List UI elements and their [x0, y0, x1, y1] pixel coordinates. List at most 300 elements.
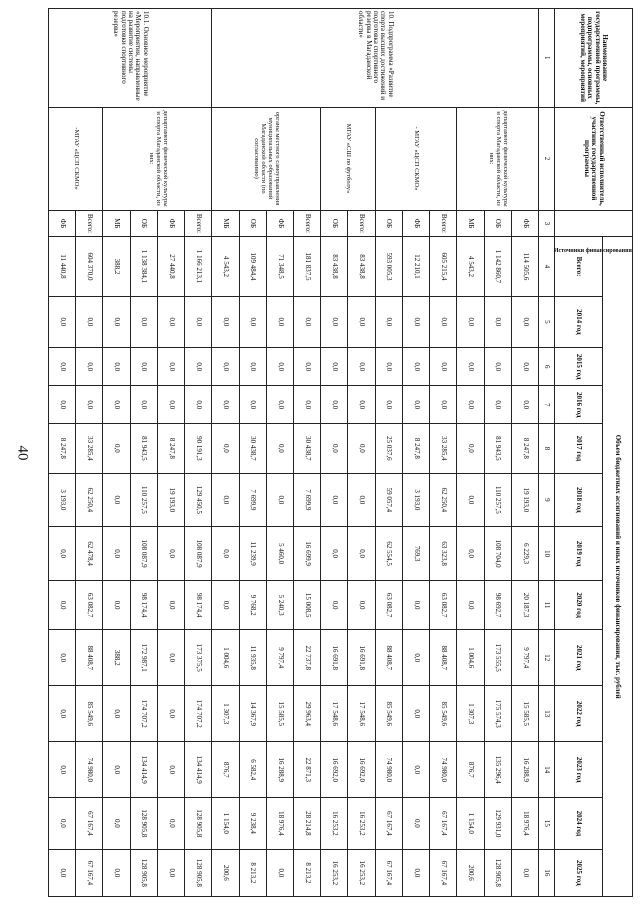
executor: департамент физической культуры и спорта Магаданской области, из них:: [457, 107, 539, 210]
column-number: 16: [539, 849, 555, 896]
document-sheet: [48, 8, 633, 897]
column-number: 11: [539, 581, 555, 630]
year-value: 129 931,0: [484, 798, 511, 849]
table-row: [348, 9, 375, 897]
year-value: 200,6: [457, 849, 484, 896]
year-value: 28 214,8: [294, 798, 321, 849]
table-row: [430, 9, 457, 897]
year-value: 0,0: [321, 527, 348, 581]
year-value: 98 174,4: [130, 581, 157, 630]
year-value: 0,0: [294, 296, 321, 347]
total-value: 4 543,2: [457, 237, 484, 296]
year-value: 0,0: [49, 348, 76, 386]
header-year: 2021 год: [555, 630, 603, 686]
year-value: 0,0: [49, 742, 76, 798]
year-value: 0,0: [157, 849, 184, 896]
year-value: 0,0: [402, 798, 429, 849]
column-number: 12: [539, 630, 555, 686]
year-value: 108 087,9: [185, 527, 212, 581]
year-value: 0,0: [103, 386, 130, 424]
year-value: 5 460,0: [266, 527, 293, 581]
year-value: 110 257,5: [484, 473, 511, 527]
header-year: 2019 год: [555, 527, 603, 581]
year-value: 16 692,0: [348, 742, 375, 798]
year-value: 67 167,4: [76, 798, 103, 849]
header-year: 2025 год: [555, 849, 603, 896]
column-number: 4: [539, 237, 555, 296]
year-value: 0,0: [212, 424, 239, 473]
year-value: 174 707,2: [185, 686, 212, 742]
total-value: 1 138 384,1: [130, 237, 157, 296]
year-value: 16 253,2: [321, 849, 348, 896]
column-number: 15: [539, 798, 555, 849]
year-value: 9 797,4: [266, 630, 293, 686]
year-value: 16 699,9: [294, 527, 321, 581]
year-value: 0,0: [511, 348, 538, 386]
funding-source: ОБ: [484, 210, 511, 237]
year-value: 0,0: [484, 296, 511, 347]
year-value: 15 008,5: [294, 581, 321, 630]
year-value: 62 554,5: [375, 527, 402, 581]
year-value: 0,0: [157, 742, 184, 798]
column-number: 3: [539, 210, 555, 237]
year-value: 0,0: [130, 296, 157, 347]
year-value: 0,0: [348, 386, 375, 424]
executor: департамент физической культуры и спорта Магаданской области, из них:: [103, 107, 212, 210]
year-value: 30 438,7: [239, 424, 266, 473]
funding-source: ФБ: [49, 210, 76, 237]
total-value: 181 837,5: [294, 237, 321, 296]
year-value: 30 438,7: [294, 424, 321, 473]
year-value: 0,0: [49, 686, 76, 742]
year-value: 3 193,0: [49, 473, 76, 527]
year-value: 0,0: [402, 348, 429, 386]
year-value: 1 307,3: [457, 686, 484, 742]
year-value: 0,0: [430, 348, 457, 386]
year-value: 8 213,2: [294, 849, 321, 896]
table-row: [185, 9, 212, 897]
year-value: 74 980,0: [430, 742, 457, 798]
column-number: 2: [539, 107, 555, 210]
funding-source: МБ: [103, 210, 130, 237]
year-value: 81 943,5: [130, 424, 157, 473]
year-value: 9 797,4: [511, 630, 538, 686]
year-value: 0,0: [76, 348, 103, 386]
year-value: 0,0: [457, 386, 484, 424]
year-value: 0,0: [321, 386, 348, 424]
year-value: 0,0: [239, 386, 266, 424]
year-value: 0,0: [348, 527, 375, 581]
year-value: 0,0: [103, 798, 130, 849]
year-value: 0,0: [321, 473, 348, 527]
year-value: 67 167,4: [375, 849, 402, 896]
year-value: 63 082,7: [375, 581, 402, 630]
year-value: 0,0: [402, 686, 429, 742]
year-value: 0,0: [157, 527, 184, 581]
year-value: 6 582,4: [239, 742, 266, 798]
year-value: 0,0: [457, 527, 484, 581]
header-year: 2023 год: [555, 742, 603, 798]
table-body: [49, 9, 539, 897]
header-source-label: Источники финансирования: [554, 247, 633, 254]
executor: -МГАУ «ЦСП СКМО»: [49, 107, 104, 210]
year-value: 1 004,6: [212, 630, 239, 686]
year-value: 8 247,8: [49, 424, 76, 473]
year-value: 0,0: [157, 348, 184, 386]
year-value: 5 240,3: [266, 581, 293, 630]
year-value: 876,7: [212, 742, 239, 798]
year-value: 63 323,8: [430, 527, 457, 581]
funding-source: ФБ: [402, 210, 429, 237]
year-value: 0,0: [375, 296, 402, 347]
year-value: 33 285,4: [430, 424, 457, 473]
table-row: [294, 9, 321, 897]
year-value: 0,0: [103, 742, 130, 798]
year-value: 0,0: [103, 686, 130, 742]
year-value: 8 247,8: [157, 424, 184, 473]
year-value: 67 167,4: [375, 798, 402, 849]
year-value: 200,6: [212, 849, 239, 896]
year-value: 16 692,0: [321, 742, 348, 798]
year-value: 0,0: [157, 798, 184, 849]
column-number: 6: [539, 348, 555, 386]
year-value: 0,0: [212, 473, 239, 527]
year-value: 0,0: [321, 424, 348, 473]
total-value: 114 505,6: [511, 237, 538, 296]
year-value: 0,0: [457, 348, 484, 386]
total-value: 27 440,8: [157, 237, 184, 296]
year-value: 17 548,6: [321, 686, 348, 742]
year-value: 0,0: [157, 296, 184, 347]
year-value: 90 191,3: [185, 424, 212, 473]
year-value: 1 154,0: [212, 798, 239, 849]
year-value: 0,0: [375, 386, 402, 424]
year-value: 0,0: [103, 424, 130, 473]
year-value: 67 167,4: [430, 849, 457, 896]
year-value: 0,0: [402, 742, 429, 798]
year-value: 0,0: [49, 630, 76, 686]
year-value: 8 247,8: [402, 424, 429, 473]
year-value: 85 549,6: [76, 686, 103, 742]
total-value: 71 348,5: [266, 237, 293, 296]
year-value: 19 193,0: [157, 473, 184, 527]
year-value: 0,0: [321, 581, 348, 630]
header-year: 2020 год: [555, 581, 603, 630]
column-number: 5: [539, 296, 555, 347]
year-value: 74 980,0: [375, 742, 402, 798]
rotated-table-wrapper: [48, 8, 633, 897]
funding-source: ОБ: [130, 210, 157, 237]
year-value: 0,0: [348, 581, 375, 630]
year-value: 6 229,3: [511, 527, 538, 581]
year-value: 88 408,7: [76, 630, 103, 686]
year-value: 0,0: [402, 849, 429, 896]
year-value: 128 905,8: [484, 849, 511, 896]
year-value: 0,0: [212, 296, 239, 347]
year-value: 0,0: [185, 386, 212, 424]
column-number: 7: [539, 386, 555, 424]
year-value: 67 167,4: [430, 798, 457, 849]
year-value: 0,0: [76, 386, 103, 424]
year-value: 16 288,9: [266, 742, 293, 798]
year-value: 0,0: [103, 473, 130, 527]
year-value: 128 905,8: [185, 849, 212, 896]
year-value: 18 976,4: [511, 798, 538, 849]
funding-source: ФБ: [511, 210, 538, 237]
year-value: 16 691,8: [321, 630, 348, 686]
year-value: 0,0: [49, 386, 76, 424]
year-value: 175 574,3: [484, 686, 511, 742]
year-value: 81 943,5: [484, 424, 511, 473]
column-number: 10: [539, 527, 555, 581]
year-value: 59 057,4: [375, 473, 402, 527]
year-value: 1 004,6: [457, 630, 484, 686]
year-value: 0,0: [430, 296, 457, 347]
year-value: 16 253,2: [348, 798, 375, 849]
total-value: 604 370,0: [76, 237, 103, 296]
year-value: 0,0: [103, 348, 130, 386]
year-value: 876,7: [457, 742, 484, 798]
funding-source: ОБ: [239, 210, 266, 237]
year-value: 0,0: [239, 348, 266, 386]
year-value: 135 296,4: [484, 742, 511, 798]
year-value: 22 737,8: [294, 630, 321, 686]
year-value: 8 213,2: [239, 849, 266, 896]
year-value: 67 167,4: [76, 849, 103, 896]
year-value: 0,0: [157, 686, 184, 742]
year-value: 0,0: [430, 386, 457, 424]
year-value: 19 193,0: [511, 473, 538, 527]
year-value: 0,0: [76, 296, 103, 347]
year-value: 8 247,8: [511, 424, 538, 473]
year-value: 16 253,2: [321, 798, 348, 849]
column-number: 9: [539, 473, 555, 527]
total-value: 83 438,8: [321, 237, 348, 296]
funding-source: МБ: [212, 210, 239, 237]
header-funding-title: Объем бюджетных ассигнований и иных источников финансирования, тыс. рублей: [603, 237, 633, 897]
main-measure-name: 10.1. Основное мероприятие «Мероприятия, направленные на развитие системы подготовки спортивного резерва»: [49, 9, 212, 108]
year-value: 18 976,4: [266, 798, 293, 849]
year-value: 0,0: [266, 296, 293, 347]
year-value: 16 691,8: [348, 630, 375, 686]
column-number: 8: [539, 424, 555, 473]
year-value: 20 187,3: [511, 581, 538, 630]
total-value: 388,2: [103, 237, 130, 296]
year-value: 33 285,4: [76, 424, 103, 473]
funding-table: [48, 8, 633, 897]
year-value: 0,0: [212, 348, 239, 386]
year-value: 0,0: [457, 581, 484, 630]
header-total: Всего:: [555, 237, 603, 296]
year-value: 17 548,6: [348, 686, 375, 742]
year-value: 172 987,1: [130, 630, 157, 686]
year-value: 173 555,5: [484, 630, 511, 686]
year-value: 22 871,3: [294, 742, 321, 798]
year-value: 0,0: [348, 473, 375, 527]
year-value: 0,0: [321, 296, 348, 347]
year-value: 62 250,4: [430, 473, 457, 527]
year-value: 15 585,5: [511, 686, 538, 742]
year-value: 0,0: [266, 348, 293, 386]
column-number: 13: [539, 686, 555, 742]
year-value: 1 154,0: [457, 798, 484, 849]
total-value: 4 543,2: [212, 237, 239, 296]
year-value: 0,0: [375, 348, 402, 386]
year-value: 63 082,7: [430, 581, 457, 630]
funding-source: МБ: [457, 210, 484, 237]
funding-source: Всего:: [348, 210, 375, 237]
year-value: 7 699,9: [294, 473, 321, 527]
funding-source: Всего:: [76, 210, 103, 237]
header-year: 2017 год: [555, 424, 603, 473]
year-value: 98 692,7: [484, 581, 511, 630]
year-value: 0,0: [266, 473, 293, 527]
year-value: 0,0: [511, 849, 538, 896]
header-year: 2018 год: [555, 473, 603, 527]
year-value: 16 288,9: [511, 742, 538, 798]
year-value: 0,0: [103, 849, 130, 896]
year-value: 0,0: [266, 424, 293, 473]
year-value: 0,0: [457, 296, 484, 347]
year-value: 0,0: [321, 348, 348, 386]
year-value: 0,0: [103, 527, 130, 581]
executor: - МГАУ «ЦСП СКМО»: [375, 107, 457, 210]
year-value: 128 905,8: [130, 798, 157, 849]
total-value: 605 215,4: [430, 237, 457, 296]
header-year: 2016 год: [555, 386, 603, 424]
year-value: 15 585,5: [266, 686, 293, 742]
year-value: 3 193,0: [402, 473, 429, 527]
header-name: Наименование государственной программы, подпрограммы, основных мероприятий, мероприятий: [555, 9, 633, 108]
year-value: 25 037,6: [375, 424, 402, 473]
table-row: [511, 9, 538, 897]
year-value: 9 238,4: [239, 798, 266, 849]
header-year: 2014 год: [555, 296, 603, 347]
year-value: 0,0: [294, 386, 321, 424]
year-value: 74 980,0: [76, 742, 103, 798]
total-value: 1 166 213,1: [185, 237, 212, 296]
year-value: 88 408,7: [375, 630, 402, 686]
column-number-row: [539, 9, 555, 897]
year-value: 62 250,4: [76, 473, 103, 527]
year-value: 85 549,6: [430, 686, 457, 742]
page-number-area: [0, 0, 44, 905]
year-value: 11 239,9: [239, 527, 266, 581]
year-value: 0,0: [511, 386, 538, 424]
year-value: 0,0: [49, 581, 76, 630]
year-value: 128 905,8: [185, 798, 212, 849]
year-value: 0,0: [266, 849, 293, 896]
year-value: 0,0: [130, 386, 157, 424]
year-value: 7 699,9: [239, 473, 266, 527]
year-value: 0,0: [511, 296, 538, 347]
year-value: 0,0: [457, 473, 484, 527]
total-value: 83 438,8: [348, 237, 375, 296]
header-year: 2024 год: [555, 798, 603, 849]
year-value: 62 478,4: [76, 527, 103, 581]
year-value: 0,0: [402, 581, 429, 630]
year-value: 0,0: [348, 296, 375, 347]
year-value: 388,2: [103, 630, 130, 686]
year-value: 0,0: [185, 296, 212, 347]
column-number: 1: [539, 9, 555, 108]
year-value: 0,0: [212, 527, 239, 581]
column-number: 14: [539, 742, 555, 798]
year-value: 85 549,6: [375, 686, 402, 742]
year-value: 63 082,7: [76, 581, 103, 630]
year-value: 9 768,2: [239, 581, 266, 630]
year-value: 0,0: [130, 348, 157, 386]
table-row: [76, 9, 103, 897]
year-value: 0,0: [103, 581, 130, 630]
year-value: 98 174,4: [185, 581, 212, 630]
page-number: 40: [14, 445, 31, 460]
header-year: 2022 год: [555, 686, 603, 742]
year-value: 0,0: [294, 348, 321, 386]
total-value: 11 440,8: [49, 237, 76, 296]
header-executor: Ответственный исполнитель, участник государственной программы: [555, 107, 633, 210]
year-value: 0,0: [402, 630, 429, 686]
year-value: 0,0: [212, 386, 239, 424]
header-year: 2015 год: [555, 348, 603, 386]
year-value: 769,3: [402, 527, 429, 581]
year-value: 173 375,5: [185, 630, 212, 686]
year-value: 0,0: [157, 630, 184, 686]
year-value: 0,0: [348, 424, 375, 473]
funding-source: Всего:: [294, 210, 321, 237]
total-value: 109 484,4: [239, 237, 266, 296]
year-value: 1 307,3: [212, 686, 239, 742]
executor: МГАУ «СШ по футболу»: [321, 107, 375, 210]
funding-source: ФБ: [157, 210, 184, 237]
funding-source: ОБ: [321, 210, 348, 237]
year-value: 110 257,5: [130, 473, 157, 527]
total-value: 1 142 860,7: [484, 237, 511, 296]
year-value: 0,0: [402, 296, 429, 347]
year-value: 0,0: [484, 348, 511, 386]
year-value: 0,0: [185, 348, 212, 386]
total-value: 12 210,1: [402, 237, 429, 296]
year-value: 0,0: [239, 296, 266, 347]
year-value: 134 414,9: [130, 742, 157, 798]
year-value: 0,0: [212, 581, 239, 630]
header-source: [554, 210, 633, 254]
executor: органы местного самоуправления муниципальных образований Магаданской области (по согласованию): [212, 107, 321, 210]
year-value: 0,0: [402, 386, 429, 424]
total-value: 593 005,3: [375, 237, 402, 296]
year-value: 108 704,0: [484, 527, 511, 581]
year-value: 129 450,5: [185, 473, 212, 527]
year-value: 108 087,9: [130, 527, 157, 581]
year-value: 14 367,9: [239, 686, 266, 742]
year-value: 29 963,4: [294, 686, 321, 742]
year-value: 0,0: [484, 386, 511, 424]
year-value: 0,0: [266, 386, 293, 424]
funding-source: ОБ: [375, 210, 402, 237]
year-value: 0,0: [49, 798, 76, 849]
year-value: 11 935,8: [239, 630, 266, 686]
year-value: 0,0: [348, 348, 375, 386]
year-value: 0,0: [157, 581, 184, 630]
funding-source: ФБ: [266, 210, 293, 237]
funding-source: Всего:: [185, 210, 212, 237]
year-value: 16 253,2: [348, 849, 375, 896]
year-value: 0,0: [157, 386, 184, 424]
year-value: 0,0: [49, 296, 76, 347]
funding-source: Всего:: [430, 210, 457, 237]
year-value: 0,0: [49, 849, 76, 896]
year-value: 88 408,7: [430, 630, 457, 686]
